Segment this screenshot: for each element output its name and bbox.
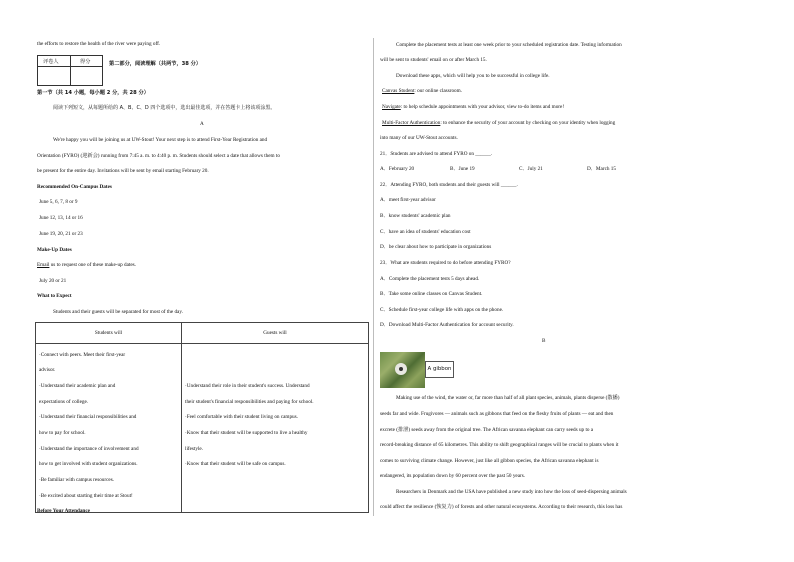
app-mfa — [382, 120, 615, 127]
makeup-heading: Make-Up Dates — [37, 247, 72, 253]
mfa-link[interactable]: Multi-Factor Authentication — [382, 120, 441, 126]
canvas-desc: : our online classroom. — [414, 88, 462, 94]
students-header: Students will — [36, 323, 182, 344]
navigate-desc: : to help schedule appointments with your advisor, view to-do items and more! — [400, 104, 565, 110]
guests-header: Guests will — [182, 323, 369, 344]
gibbon-photo — [380, 352, 425, 388]
passage-letter-b: B — [542, 338, 546, 344]
photo-caption: A gibbon — [425, 361, 454, 378]
expectations-table — [35, 322, 369, 513]
part-title: 第二部分，阅读理解（共两节，38 分） — [109, 61, 202, 67]
table-line: ·Be excited about starting their time at Stout! — [39, 493, 133, 499]
guests-cell — [182, 344, 369, 513]
instructions: 阅读下列短文，从每题所给的 A、B、C、D 四个选项中，选出最佳选项，并在答题卡上将该项涂黑。 — [53, 105, 276, 111]
table-line: expectations of college. — [39, 399, 89, 405]
students-cell — [36, 344, 182, 513]
table-line: how to pay for school. — [39, 430, 86, 436]
gibbon-face — [399, 367, 403, 371]
table-line: ·Connect with peers. Meet their first-year — [39, 352, 126, 358]
table-line: ·Know that their student will be supported to live a healthy — [185, 430, 308, 436]
table-line: ·Feel comfortable with their student living on campus. — [185, 414, 298, 420]
option: B．know students' academic plan — [380, 213, 451, 219]
table-line: ·Understand the importance of involvement and — [39, 446, 139, 452]
date-line: June 12, 13, 14 or 16 — [39, 215, 83, 221]
paragraph-line: Orientation (FYRO) (迎新会) running from 7:45 a. m. to 4:40 p. m. Students should select a date that allows them to — [37, 153, 280, 159]
makeup-request-text: us to request one of these make-up dates. — [49, 262, 136, 268]
canvas-student-link[interactable]: Canvas Student — [382, 88, 415, 94]
paragraph-line: excrete (排泄) seeds away from the original tree. The African savanna elephant can carry seeds up to a — [380, 427, 594, 433]
option: C．Schedule first-year college life with apps on the phone. — [380, 307, 504, 313]
passage-letter-a: A — [200, 121, 204, 127]
paragraph-line: record-breaking distance of 65 kilometres. This ability to shift geographical ranges will be crucial to plants when it — [380, 442, 619, 448]
paragraph-line: endangered, its population down by 60 percent over the past 50 years. — [380, 473, 526, 479]
score-table — [37, 55, 103, 86]
table-line: ·Understand their financial responsibilities and — [39, 414, 137, 420]
email-link[interactable]: Email — [37, 262, 50, 268]
date-line: June 19, 20, 21 or 23 — [39, 231, 83, 237]
paragraph-line: could affect the resilience (恢复力) of forests and other natural ecosystems. According to their research, this loss has — [380, 504, 623, 510]
option: A．Complete the placement tests 5 days ahead. — [380, 276, 480, 282]
score-table-rule — [70, 56, 71, 85]
carryover-line: the efforts to restore the health of the river were paying off. — [37, 41, 161, 47]
option: D．be clear about how to participate in organizations — [380, 244, 492, 250]
mfa-desc-cont: into many of our UW-Stout accounts. — [380, 135, 458, 141]
option: C．July 21 — [519, 166, 543, 172]
column-divider — [373, 38, 374, 516]
option: A．meet first-year advisor — [380, 197, 436, 203]
expect-intro: Students and their guests will be separated for most of the day. — [53, 309, 183, 315]
option: D．March 15 — [587, 166, 616, 172]
score-label: 得分 — [80, 59, 91, 65]
date-line: June 5, 6, 7, 8 or 9 — [39, 199, 78, 205]
makeup-request-line — [37, 262, 136, 269]
option: B．Take some online classes on Canvas Student. — [380, 291, 483, 297]
table-line: ·Understand their academic plan and — [39, 383, 116, 389]
paragraph-line: Making use of the wind, the water or, far more than half of all plant species, animals, plants disperse (散播) — [396, 395, 620, 401]
table-line: advisor. — [39, 367, 56, 373]
expect-heading: What to Expect — [37, 293, 72, 299]
option: B．June 19 — [450, 166, 475, 172]
table-line: their student's financial responsibilities and paying for school. — [185, 399, 314, 405]
apps-line: Download these apps, which will help you to be successful in college life. — [396, 73, 550, 79]
placement-line: will be sent to students' email on or after March 15. — [380, 57, 487, 63]
placement-line: Complete the placement tests at least one week prior to your scheduled registration date. Testing information — [396, 42, 622, 48]
app-canvas — [382, 88, 462, 95]
question-22: 22．Attending FYRO, both students and their guests will ______. — [380, 182, 518, 188]
section-title: 第一节（共 14 小题，每小题 2 分，共 28 分） — [37, 90, 149, 96]
table-line: ·Know that their student will be safe on campus. — [185, 461, 286, 467]
table-line: lifestyle. — [185, 446, 204, 452]
table-line: ·Understand their role in their student's success. Understand — [185, 383, 310, 389]
table-line: how to get involved with student organizations. — [39, 461, 138, 467]
question-21: 21．Students are advised to attend FYRO on ______. — [380, 151, 493, 157]
paragraph-line: Researchers in Denmark and the USA have published a new study into how the loss of seed-dispersing animals — [396, 489, 627, 495]
app-navigate — [382, 104, 564, 111]
option: D．Download Multi-Factor Authentication for account security. — [380, 322, 514, 328]
paragraph-line: seeds far and wide. Frugivores — animals such as gibbons that feed on the fleshy fruits of plants — eat and then — [380, 411, 614, 417]
reviewer-label: 评卷人 — [43, 59, 59, 65]
mfa-desc: : to enhance the security of your account by checking on your identity when logging — [440, 120, 616, 126]
navigate-link[interactable]: Navigate — [382, 104, 401, 110]
before-heading: Before Your Attendance — [37, 508, 90, 514]
option: C．have an idea of students' education cost — [380, 229, 471, 235]
recommended-heading: Recommended On-Campus Dates — [37, 184, 112, 190]
table-line: ·Be familiar with campus resources. — [39, 477, 115, 483]
option: A．February 20 — [380, 166, 415, 172]
makeup-dates: July 20 or 21 — [39, 278, 67, 284]
question-23: 23．What are students required to do before attending FYRO? — [380, 260, 511, 266]
paragraph-line: comes to surviving climate change. However, just like all gibbon species, the African savanna elephant is — [380, 458, 599, 464]
paragraph-line: We're happy you will be joining us at UW-Stout! Your next step is to attend First-Year Registration and — [53, 137, 268, 143]
paragraph-line: be present for the entire day. Invitations will be sent by email starting February 20. — [37, 168, 209, 174]
